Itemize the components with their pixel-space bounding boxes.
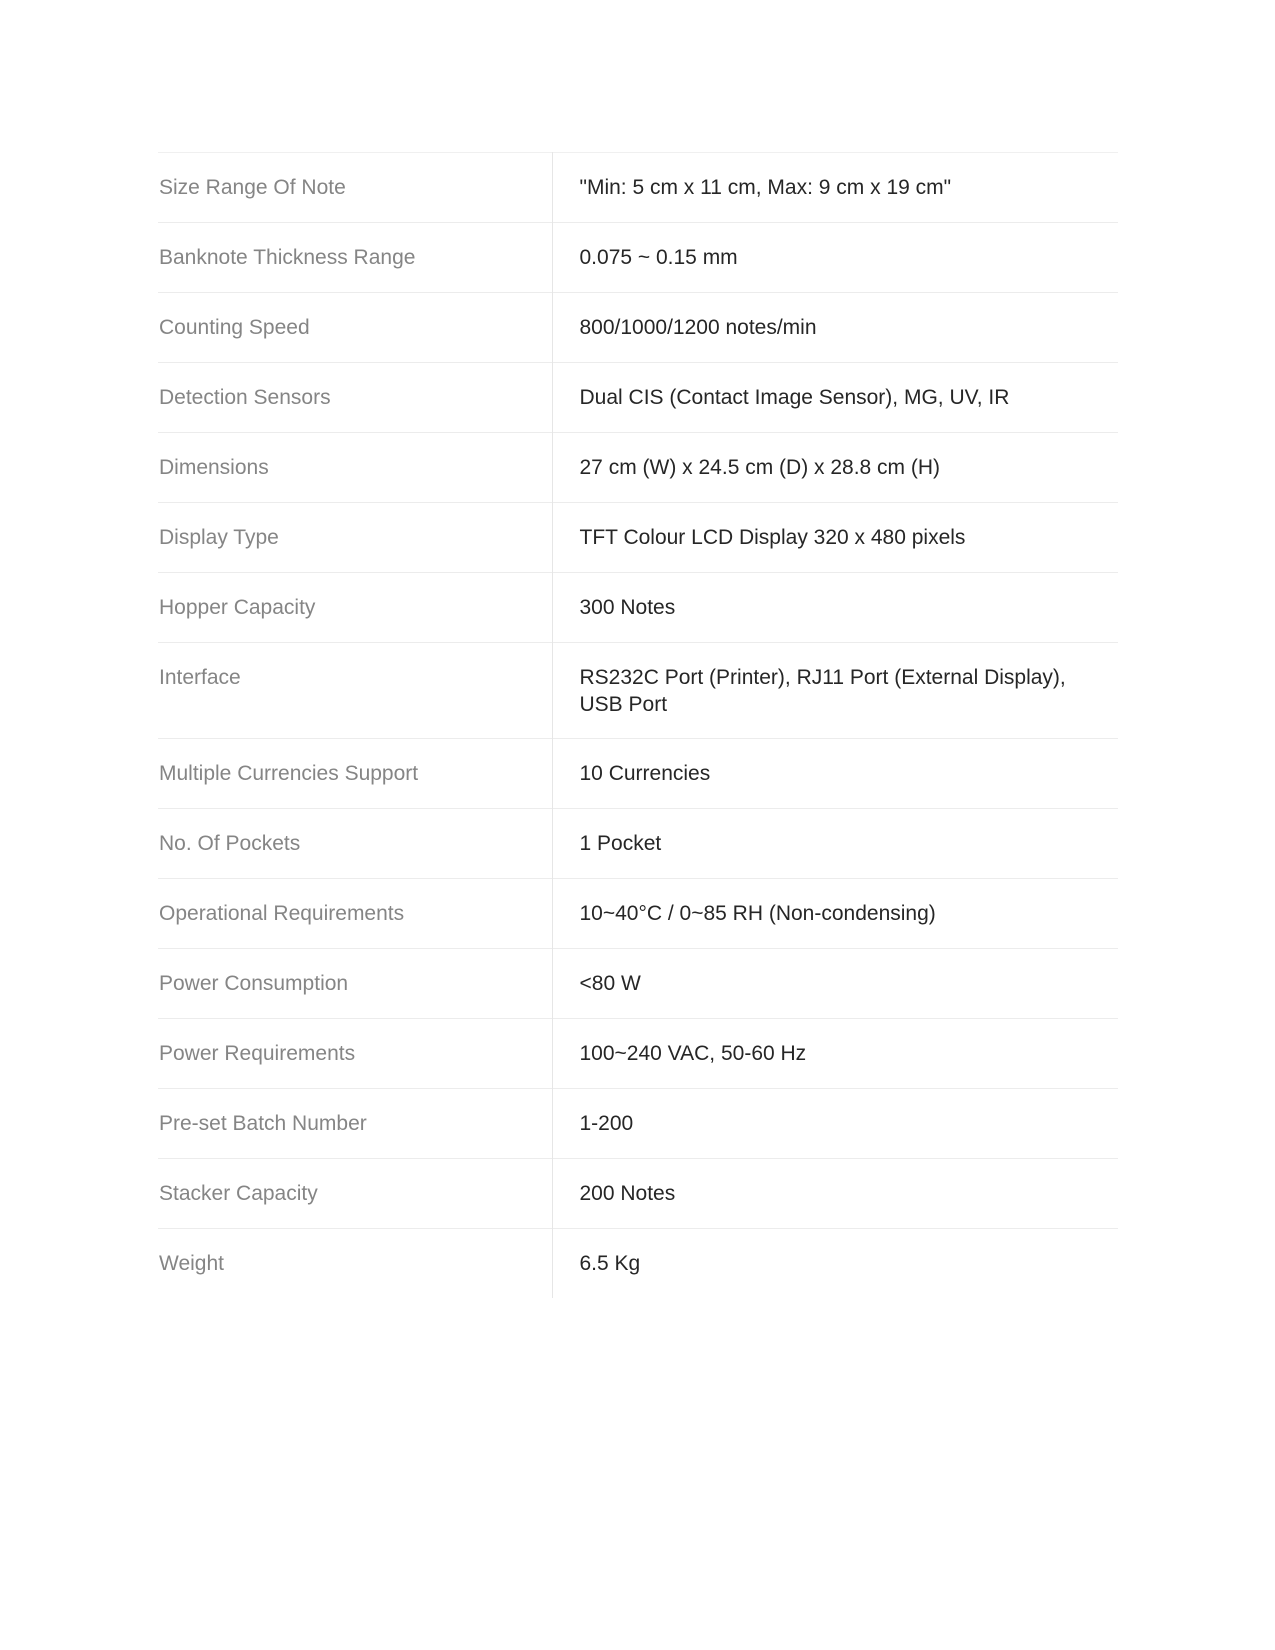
spec-value: 1 Pocket	[579, 832, 662, 855]
spec-row-display-type	[158, 503, 1118, 573]
spec-value: 10~40°C / 0~85 RH (Non-condensing)	[579, 902, 936, 925]
spec-value: "Min: 5 cm x 11 cm, Max: 9 cm x 19 cm"	[579, 176, 952, 199]
spec-label: Power Consumption	[158, 949, 552, 1019]
spec-row-operational-requirements	[158, 879, 1118, 949]
spec-value: <80 W	[579, 972, 641, 995]
spec-row-thickness	[158, 223, 1118, 293]
spec-label: Interface	[158, 643, 552, 739]
spec-value: 100~240 VAC, 50-60 Hz	[579, 1042, 807, 1065]
spec-value: 200 Notes	[579, 1182, 676, 1205]
spec-value: TFT Colour LCD Display 320 x 480 pixels	[579, 526, 966, 549]
spec-value: 1-200	[579, 1112, 634, 1135]
spec-row-dimensions	[158, 433, 1118, 503]
spec-label: Stacker Capacity	[158, 1159, 552, 1229]
specifications-table	[158, 152, 1118, 1298]
spec-row-power-consumption	[158, 949, 1118, 1019]
spec-label: Power Requirements	[158, 1019, 552, 1089]
spec-value: 6.5 Kg	[579, 1252, 641, 1275]
spec-value: 800/1000/1200 notes/min	[579, 316, 817, 339]
spec-label: Dimensions	[158, 433, 552, 503]
spec-label: Operational Requirements	[158, 879, 552, 949]
spec-row-detection-sensors	[158, 363, 1118, 433]
spec-row-hopper-capacity	[158, 573, 1118, 643]
spec-value: 300 Notes	[579, 596, 676, 619]
spec-label: Weight	[158, 1229, 552, 1299]
spec-row-stacker-capacity	[158, 1159, 1118, 1229]
spec-label: Size Range Of Note	[158, 153, 552, 223]
spec-row-counting-speed	[158, 293, 1118, 363]
spec-row-batch-number	[158, 1089, 1118, 1159]
spec-label: Multiple Currencies Support	[158, 739, 552, 809]
spec-row-size-range	[158, 153, 1118, 223]
spec-row-multiple-currencies	[158, 739, 1118, 809]
spec-value: 0.075 ~ 0.15 mm	[579, 246, 738, 269]
spec-value: 27 cm (W) x 24.5 cm (D) x 28.8 cm (H)	[579, 456, 941, 479]
spec-label: Banknote Thickness Range	[158, 223, 552, 293]
spec-label: Pre-set Batch Number	[158, 1089, 552, 1159]
spec-label: No. Of Pockets	[158, 809, 552, 879]
spec-label: Detection Sensors	[158, 363, 552, 433]
spec-label: Hopper Capacity	[158, 573, 552, 643]
spec-row-power-requirements	[158, 1019, 1118, 1089]
spec-row-interface	[158, 643, 1118, 739]
spec-value: 10 Currencies	[579, 762, 711, 785]
spec-value: RS232C Port (Printer), RJ11 Port (External Display), USB Port	[579, 666, 1066, 716]
spec-label: Display Type	[158, 503, 552, 573]
spec-row-weight	[158, 1229, 1118, 1299]
spec-value: Dual CIS (Contact Image Sensor), MG, UV, IR	[579, 386, 1010, 409]
spec-label: Counting Speed	[158, 293, 552, 363]
spec-row-pockets	[158, 809, 1118, 879]
